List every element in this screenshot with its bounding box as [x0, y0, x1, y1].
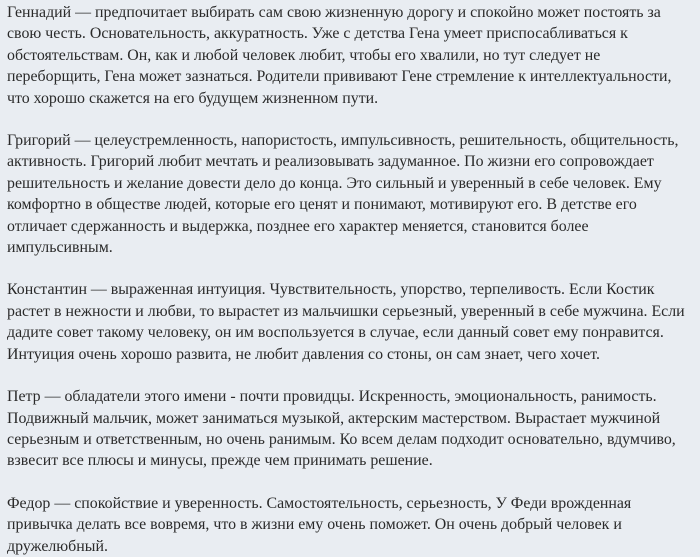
paragraph-konstantin: Константин — выраженная интуиция. Чувствительность, упорство, терпеливость. Если Костик растет в нежности и любви, то вырастет из мальчишки серьезный, уверенный в себе мужчина. Если дадите совет такому человеку, он им воспользуется в случае, если данный совет ему понравится. Интуиция очень хорошо развита, не любит давления со стоны, он сам знает, чего хочет. — [7, 281, 685, 363]
paragraph-gennady: Геннадий — предпочитает выбирать сам свою жизненную дорогу и спокойно может постоять за свою честь. Основательность, аккуратность. Уже с детства Гена умеет приспосабливаться к обстоятельствам. Он, как и любой человек любит, чтобы его хвалили, но тут следует не переборщить, Гена может зазнаться. Родители прививают Гене стремление к интеллектуальности, что хорошо скажется на его будущем жизненном пути. — [7, 4, 672, 107]
paragraph-fedor: Федор — спокойствие и уверенность. Самостоятельность, серьезность, У Феди врожденная привычка делать все вовремя, что в жизни ему очень поможет. Он очень добрый человек и дружелюбный. — [7, 494, 632, 555]
paragraph-grigory: Григорий — целеустремленность, напористость, импульсивность, решительность, общительность, активность. Григорий любит мечтать и реализовывать задуманное. По жизни его сопровождает решительность и желание довести дело до конца. Это сильный и уверенный в себе человек. Ему комфортно в обществе людей, которые его ценят и понимают, мотивируют его. В детстве его отличает сдержанность и выдержка, позднее его характер меняется, становится более импульсивным. — [7, 132, 679, 257]
paragraph-petr: Петр — обладатели этого имени - почти провидцы. Искренность, эмоциональность, ранимость. Подвижный мальчик, может заниматься музыкой, актерским мастерством. Вырастает мужчиной серьезным и ответственным, но очень ранимым. Ко всем делам подходит основательно, вдумчиво, взвесит все плюсы и минусы, прежде чем принимать решение. — [7, 388, 676, 470]
